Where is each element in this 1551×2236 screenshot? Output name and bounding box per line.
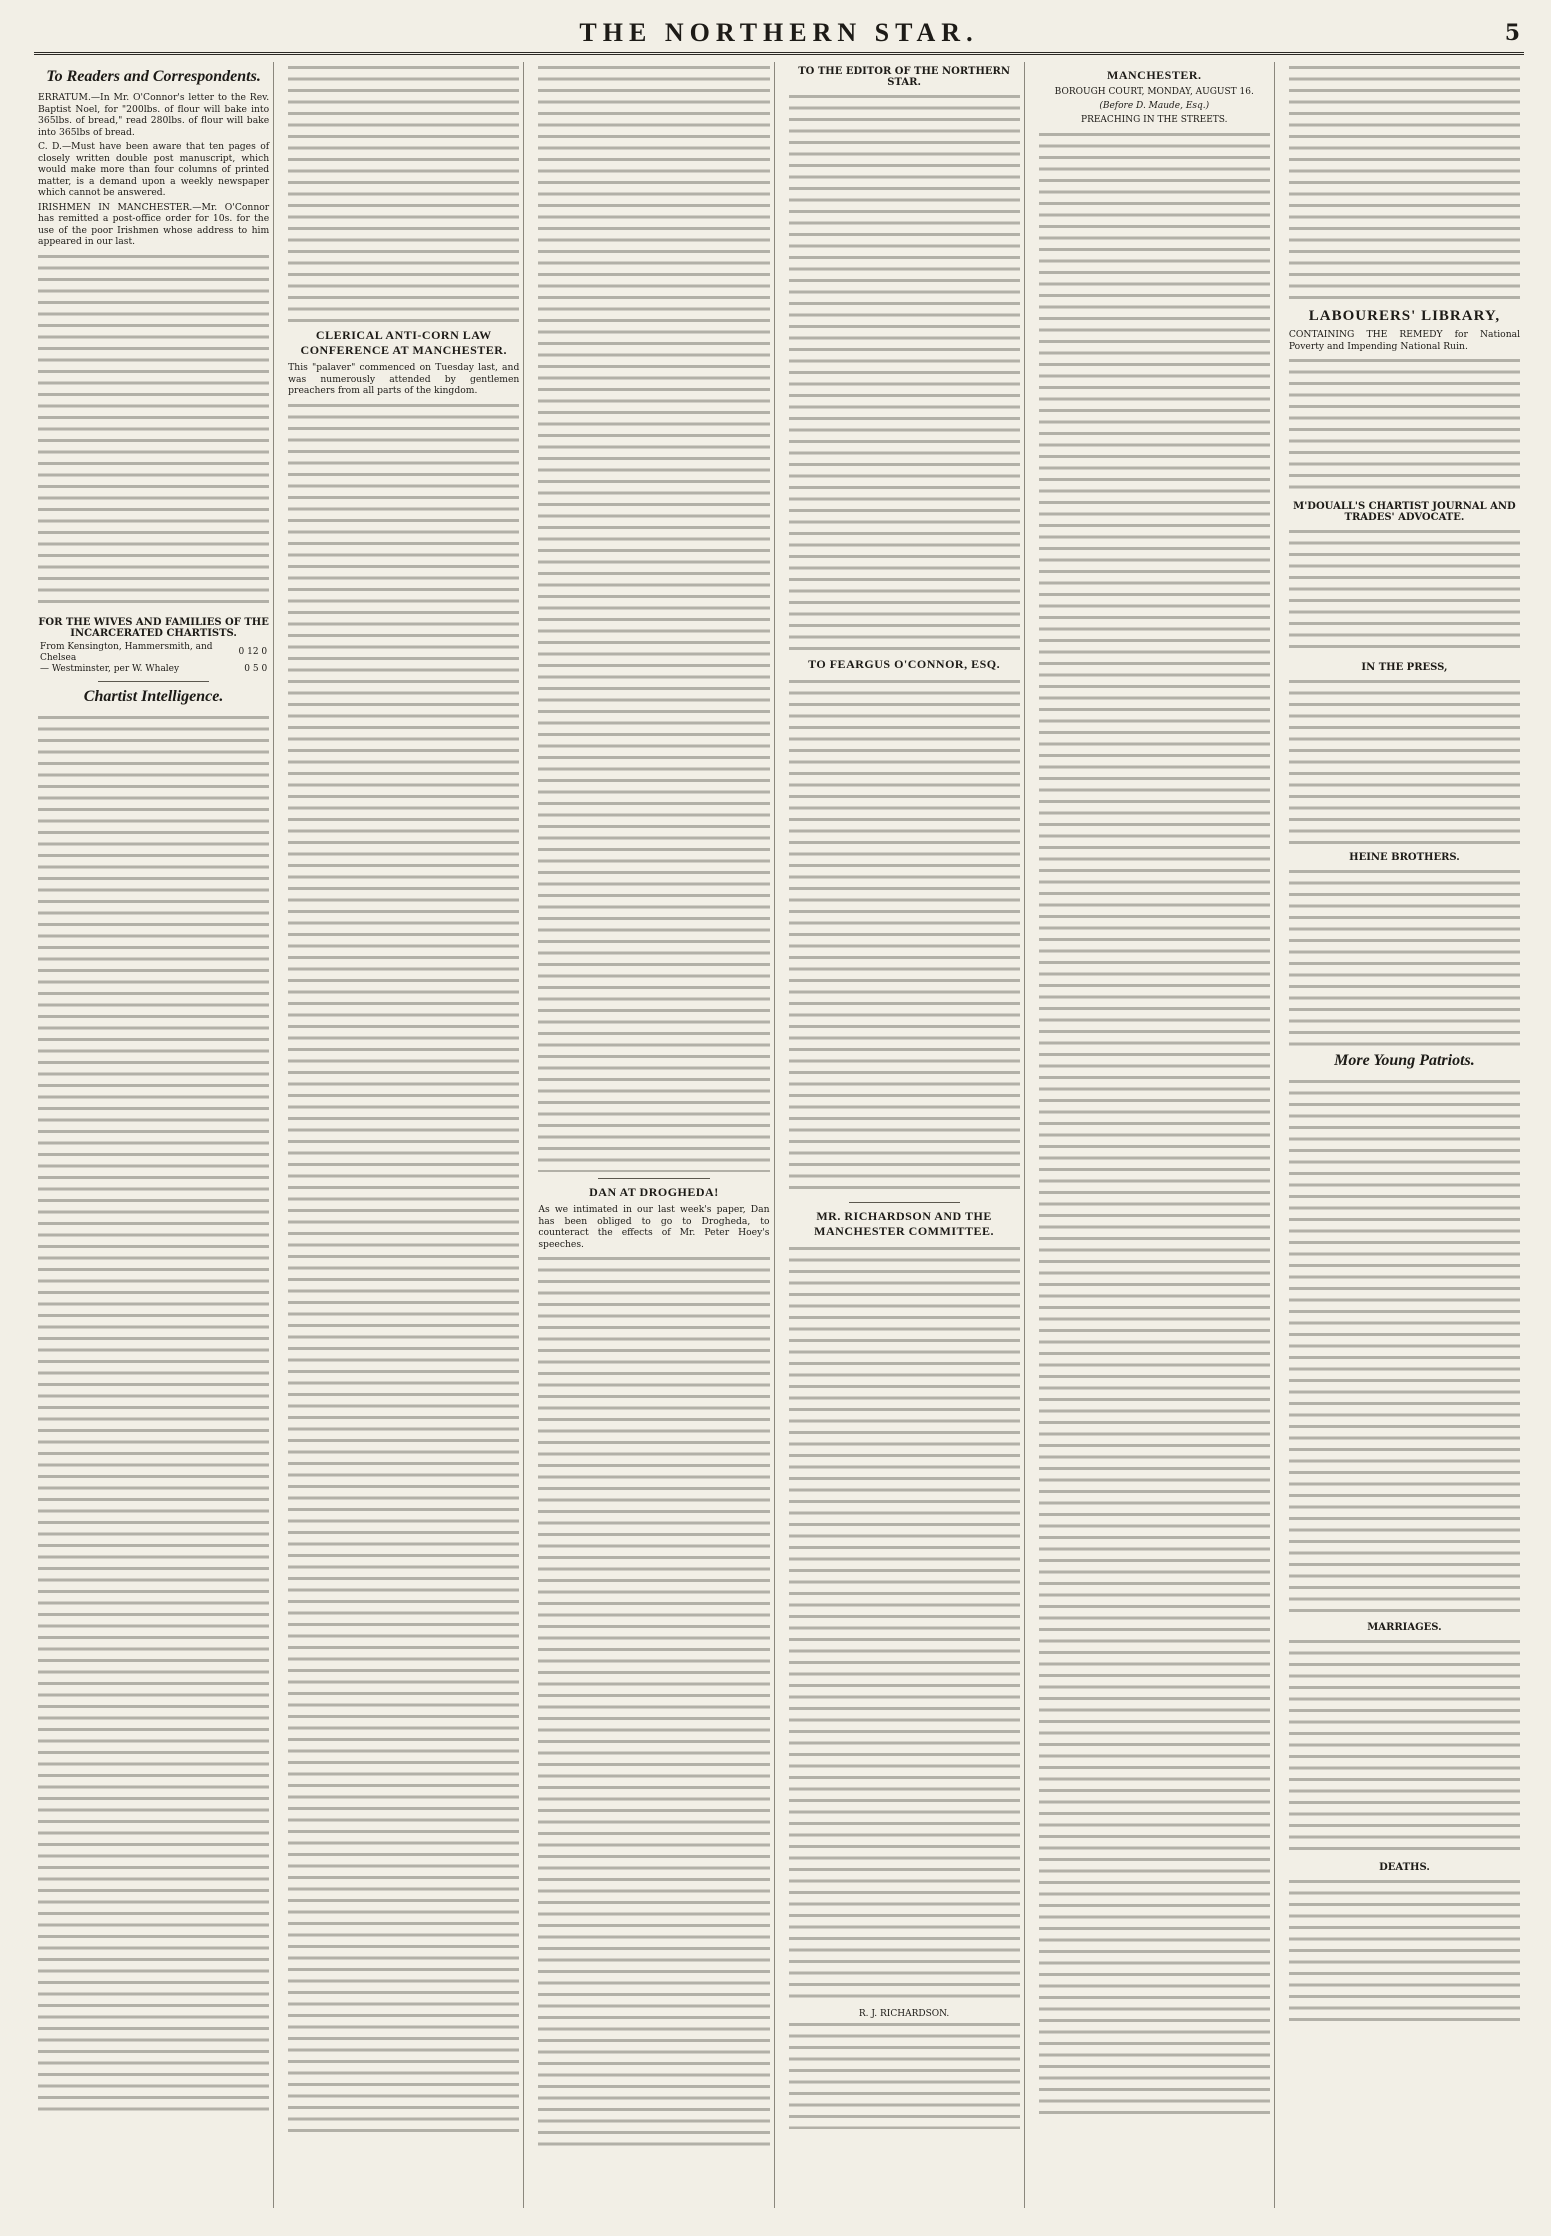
chartist-intelligence-heading: Chartist Intelligence. bbox=[83, 687, 224, 705]
subscription-row bbox=[38, 642, 269, 664]
letter-heading-3: MR. RICHARDSON AND THE MANCHESTER COMMITTEE. bbox=[814, 1209, 995, 1238]
heine-brothers-title: HEINE BROTHERS. bbox=[1349, 852, 1460, 863]
correspondents-heading: To Readers and Correspondents. bbox=[46, 68, 261, 85]
in-the-press-title: IN THE PRESS, bbox=[1361, 662, 1448, 673]
letter-heading-1: TO THE EDITOR OF THE NORTHERN STAR. bbox=[798, 66, 1010, 88]
text-block bbox=[1289, 1636, 1520, 1856]
text-block bbox=[1289, 866, 1520, 1046]
text-block bbox=[288, 62, 519, 322]
marriages-heading: MARRIAGES. bbox=[1367, 1622, 1442, 1633]
subscription-amount: 0 5 0 bbox=[244, 663, 268, 674]
subscription-amount: 0 12 0 bbox=[238, 647, 268, 657]
masthead bbox=[34, 18, 1524, 55]
divider bbox=[849, 1202, 960, 1203]
labourers-library-title: LABOURERS' LIBRARY, bbox=[1308, 308, 1501, 324]
text-block bbox=[1289, 62, 1520, 302]
divider bbox=[98, 681, 209, 682]
preaching-heading: PREACHING IN THE STREETS. bbox=[1081, 115, 1228, 125]
text-block bbox=[1289, 676, 1520, 846]
column-4 bbox=[785, 62, 1025, 2208]
columns bbox=[34, 62, 1524, 2208]
labourers-library-sub: CONTAINING THE REMEDY for National Poverty and Impending National Ruin. bbox=[1288, 329, 1521, 352]
subscriptions-table bbox=[38, 642, 269, 675]
text-block bbox=[38, 712, 269, 2112]
text-block bbox=[789, 2019, 1020, 2129]
signature: R. J. RICHARDSON. bbox=[858, 2009, 950, 2019]
letter-heading-2: TO FEARGUS O'CONNOR, ESQ. bbox=[808, 657, 1001, 671]
column-2 bbox=[284, 62, 524, 2208]
mdouall-journal-title: M'DOUALL'S CHARTIST JOURNAL AND TRADES' ADVOCATE. bbox=[1293, 501, 1516, 523]
text-block bbox=[1039, 129, 1270, 2119]
text-block bbox=[38, 251, 269, 611]
manchester-heading: MANCHESTER. bbox=[1107, 68, 1202, 82]
note-1: ERRATUM.—In Mr. O'Connor's letter to the Rev. Baptist Noel, for "200lbs. of flour will bake into 365lbs. of bread," read 280lbs. of flour will bake into 365lbs of bread. bbox=[38, 92, 270, 138]
divider bbox=[598, 1178, 709, 1179]
note-3: IRISHMEN IN MANCHESTER.—Mr. O'Connor has remitted a post-office order for 10s. for the use of the poor Irishmen whose address to him appeared in our last. bbox=[38, 201, 270, 247]
newspaper-page bbox=[34, 18, 1524, 2208]
column-3 bbox=[534, 62, 774, 2208]
court-heading: BOROUGH COURT, MONDAY, AUGUST 16. bbox=[1054, 87, 1254, 97]
deaths-heading: DEATHS. bbox=[1379, 1862, 1430, 1873]
text-block bbox=[1289, 526, 1520, 656]
young-patriots-heading: More Young Patriots. bbox=[1334, 1052, 1475, 1069]
note-2: C. D.—Must have been aware that ten pages of closely written double post manuscript, which would make more than four columns of printed matter, is a demand upon a weekly newspaper which cannot be answered. bbox=[38, 141, 270, 198]
column-6 bbox=[1285, 62, 1524, 2208]
text-block bbox=[1289, 1076, 1520, 1616]
text-block bbox=[1289, 1876, 1520, 2026]
drogheda-heading: DAN AT DROGHEDA! bbox=[589, 1185, 719, 1199]
magistrate-line: (Before D. Maude, Esq.) bbox=[1099, 101, 1210, 111]
conference-opening: This "palaver" commenced on Tuesday last, and was numerously attended by gentlemen preachers from all parts of the kingdom. bbox=[288, 362, 520, 396]
masthead-title: THE NORTHERN STAR. bbox=[579, 18, 979, 47]
subscription-row bbox=[38, 664, 269, 675]
subscriptions-heading: FOR THE WIVES AND FAMILIES OF THE INCARCERATED CHARTISTS. bbox=[38, 616, 269, 639]
drogheda-opening: As we intimated in our last week's paper, Dan has been obliged to go to Drogheda, to counteract the effects of Mr. Peter Hoey's speeches. bbox=[538, 1204, 770, 1250]
text-block bbox=[1289, 355, 1520, 495]
conference-heading: CLERICAL ANTI-CORN LAW CONFERENCE AT MANCHESTER. bbox=[300, 328, 507, 357]
subscription-label: From Kensington, Hammersmith, and Chelsea bbox=[40, 641, 213, 663]
column-5 bbox=[1035, 62, 1275, 2208]
text-block bbox=[288, 400, 519, 2140]
text-block bbox=[538, 62, 769, 1172]
subscription-label: — Westminster, per W. Whaley bbox=[40, 663, 180, 674]
text-block bbox=[789, 1243, 1020, 2003]
column-1 bbox=[34, 62, 274, 2208]
page-number: 5 bbox=[1504, 20, 1520, 46]
text-block bbox=[789, 676, 1020, 1196]
text-block bbox=[789, 91, 1020, 651]
text-block bbox=[538, 1253, 769, 2153]
